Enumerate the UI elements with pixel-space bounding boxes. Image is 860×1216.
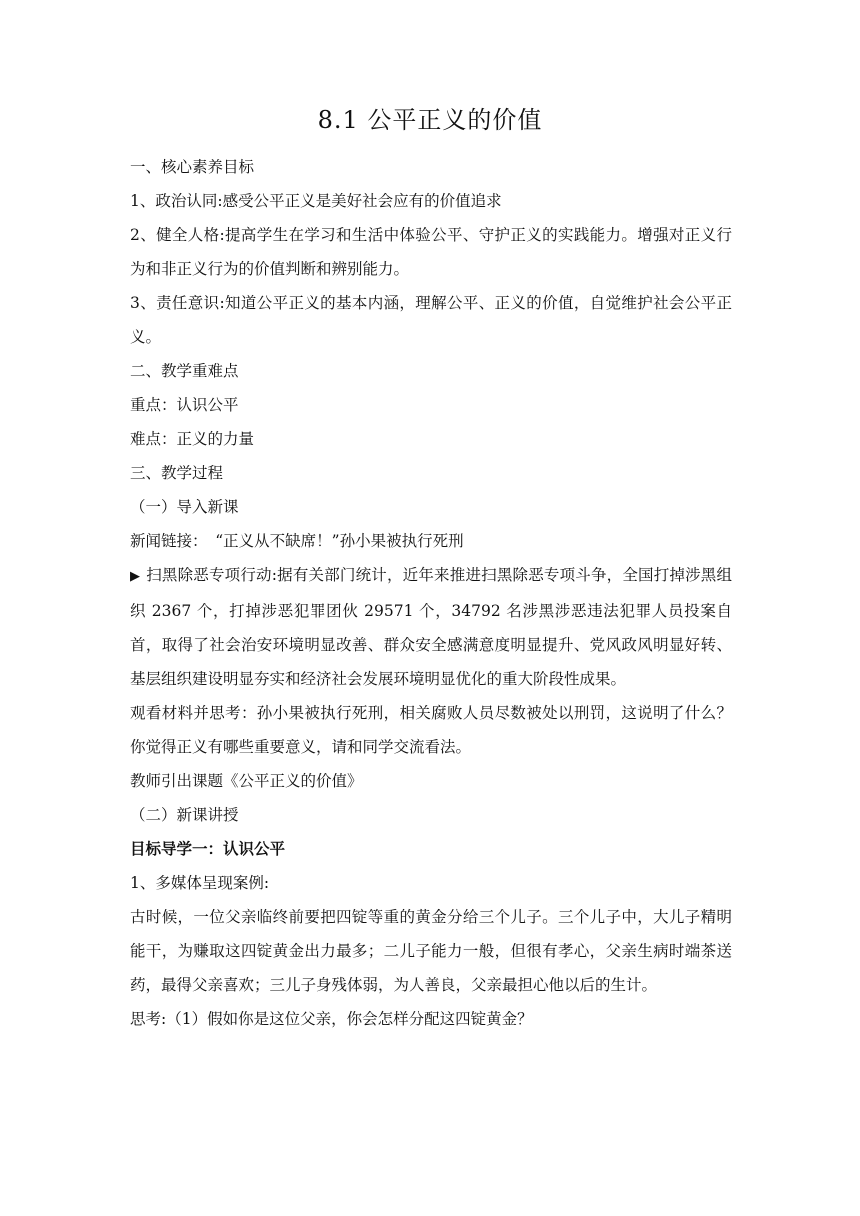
key-point: 重点：认识公平: [130, 396, 239, 414]
triangle-bullet-icon: ▶: [130, 569, 141, 584]
anti-crime-campaign-text: 扫黑除恶专项行动:据有关部门统计，近年来推进扫黑除恶专项斗争，全国打掉涉黑组织 2367 个，打掉涉恶犯罪团伙 29571 个，34792 名涉黑涉恶违法犯罪人员投案自首，取得了社会治安环境明显改善、群众安全感满意度明显提升、党风政风明显好转、基层组织建设明显夯实和经济社会发展环境明显优化的重大阶段性成果。: [130, 566, 733, 688]
section-heading-key-points: 二、教学重难点: [130, 362, 239, 380]
multimedia-case-heading: 1、多媒体呈现案例:: [130, 874, 270, 892]
objective-heading-fairness: 目标导学一：认识公平: [130, 839, 286, 858]
document-title: 8.1 公平正义的价值: [317, 106, 543, 134]
subsection-intro: （一）导入新课: [130, 498, 239, 516]
bullet-paragraph: [130, 558, 732, 696]
thinking-question-1: 思考:（1）假如你是这位父亲，你会怎样分配这四锭黄金？: [130, 1010, 533, 1028]
news-link: 新闻链接： “正义从不缺席！”孙小果被执行死刑: [130, 532, 464, 550]
subsection-new-lesson: （二）新课讲授: [130, 806, 239, 824]
goal-sound-personality: 2、健全人格:提高学生在学习和生活中体验公平、守护正义的实践能力。增强对正义行为和非正义行为的价值判断和辨别能力。: [130, 226, 732, 278]
reflection-question: 观看材料并思考：孙小果被执行死刑，相关腐败人员尽数被处以刑罚，这说明了什么？你觉得正义有哪些重要意义，请和同学交流看法。: [130, 704, 732, 756]
goal-responsibility: 3、责任意识:知道公平正义的基本内涵，理解公平、正义的价值，自觉维护社会公平正义。: [130, 294, 732, 346]
lesson-topic-intro: 教师引出课题《公平正义的价值》: [130, 772, 363, 790]
goal-political-identity: 1、政治认同:感受公平正义是美好社会应有的价值追求: [130, 192, 502, 210]
document-body: [130, 150, 732, 1036]
difficult-point: 难点：正义的力量: [130, 430, 255, 448]
section-heading-core-goals: 一、核心素养目标: [130, 158, 255, 176]
section-heading-teaching-process: 三、教学过程: [130, 464, 224, 482]
gold-distribution-story: 古时候，一位父亲临终前要把四锭等重的黄金分给三个儿子。三个儿子中，大儿子精明能干，为赚取这四锭黄金出力最多；二儿子能力一般，但很有孝心，父亲生病时端茶送药，最得父亲喜欢；三儿子身残体弱，为人善良，父亲最担心他以后的生计。: [130, 908, 732, 994]
